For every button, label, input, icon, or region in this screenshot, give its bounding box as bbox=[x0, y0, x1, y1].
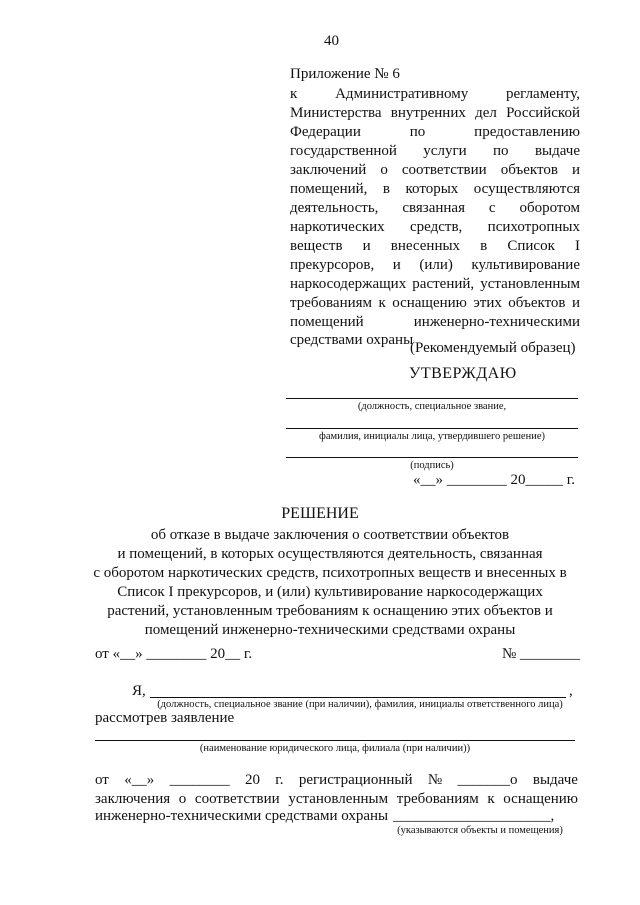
reg-line-word: «__» bbox=[124, 772, 155, 788]
appendix-line: Министерства внутренних дел Российской bbox=[290, 105, 580, 121]
approve-caption-2: фамилия, инициалы лица, утвердившего решение) bbox=[319, 431, 545, 442]
reg-line-3: инженерно-техническими средствами охраны bbox=[95, 808, 389, 824]
decision-subtitle-line: помещений инженерно-техническими средствами охраны bbox=[144, 622, 516, 638]
decision-title: РЕШЕНИЕ bbox=[281, 505, 359, 522]
decision-subtitle-line: и помещений, в которых осуществляются деятельность, связанная bbox=[117, 546, 543, 562]
appendix-line: государственной услуги по выдаче bbox=[290, 143, 580, 159]
approve-caption-3: (подпись) bbox=[410, 460, 454, 471]
decision-number: № ________ bbox=[502, 646, 581, 662]
entity-caption: (наименование юридического лица, филиала (при наличии)) bbox=[199, 743, 471, 754]
appendix-line: заключений о соответствии объектов и bbox=[290, 162, 580, 178]
appendix-line: наркотических средств, психотропных bbox=[290, 219, 580, 235]
official-caption: (должность, специальное звание (при наличии), фамилия, инициалы ответственного лица) bbox=[157, 699, 563, 710]
appendix-line: к Административному регламенту, bbox=[290, 86, 580, 102]
reg-line-word: № bbox=[427, 772, 443, 788]
reg-line-word: регистрационный bbox=[298, 772, 413, 788]
approve-title: УТВЕРЖДАЮ bbox=[409, 365, 517, 382]
appendix-line: наркосодержащих растений, установленным bbox=[290, 276, 580, 292]
appendix-line: Федерации по предоставлению bbox=[290, 124, 580, 140]
reg-line-word: г. bbox=[275, 772, 284, 788]
objects-caption: (указываются объекты и помещения) bbox=[397, 825, 563, 836]
reg-line-2: заключения о соответствии установленным требованиям к оснащению bbox=[95, 791, 578, 807]
reviewed-label: рассмотрев заявление bbox=[95, 710, 235, 726]
reg-line-word: 20 bbox=[244, 772, 260, 788]
objects-blank: _____________________, bbox=[393, 808, 555, 824]
reg-line-word: ________ bbox=[169, 772, 230, 788]
decision-subtitle-line: об отказе в выдаче заключения о соответствии объектов bbox=[150, 527, 510, 543]
decision-date: от «__» ________ 20__ г. bbox=[95, 646, 253, 662]
decision-subtitle-line: растений, установленным требованиям к оснащению этих объектов и bbox=[107, 603, 553, 619]
appendix-line: помещений инженерно-техническими bbox=[290, 314, 580, 330]
page-number: 40 bbox=[324, 33, 339, 49]
approve-line-2 bbox=[286, 428, 578, 429]
approve-date: «__» ________ 20_____ г. bbox=[413, 472, 575, 488]
appendix-block bbox=[290, 66, 580, 351]
approve-caption-1: (должность, специальное звание, bbox=[357, 401, 507, 412]
appendix-line: прекурсоров, и (или) культивирование bbox=[290, 257, 580, 273]
appendix-title: Приложение № 6 bbox=[290, 66, 400, 82]
recommended-sample: (Рекомендуемый образец) bbox=[410, 340, 576, 356]
appendix-lines bbox=[290, 85, 580, 332]
appendix-line-last: средствами охраны bbox=[290, 332, 414, 348]
registration-line bbox=[95, 772, 578, 789]
approve-line-1 bbox=[286, 398, 578, 399]
entity-line bbox=[95, 740, 575, 741]
i-label: Я, bbox=[132, 683, 146, 699]
appendix-line: требованиям к оснащению этих объектов и bbox=[290, 295, 580, 311]
official-line bbox=[150, 697, 566, 698]
decision-lines bbox=[40, 526, 620, 640]
decision-subtitle-line: Список I прекурсоров, и (или) культивирование наркосодержащих bbox=[117, 584, 543, 600]
reg-line-word: выдаче bbox=[532, 772, 578, 788]
appendix-line: деятельность, связанная с оборотом bbox=[290, 200, 580, 216]
approve-line-3 bbox=[286, 457, 578, 458]
official-comma: , bbox=[569, 683, 573, 699]
appendix-line: веществ и внесенных в Список I bbox=[290, 238, 580, 254]
appendix-line: помещений, в которых осуществляются bbox=[290, 181, 580, 197]
decision-subtitle-line: с оборотом наркотических средств, психотропных веществ и внесенных в bbox=[93, 565, 567, 581]
reg-line-word: _______о bbox=[457, 772, 518, 788]
reg-line-word: от bbox=[95, 772, 109, 788]
